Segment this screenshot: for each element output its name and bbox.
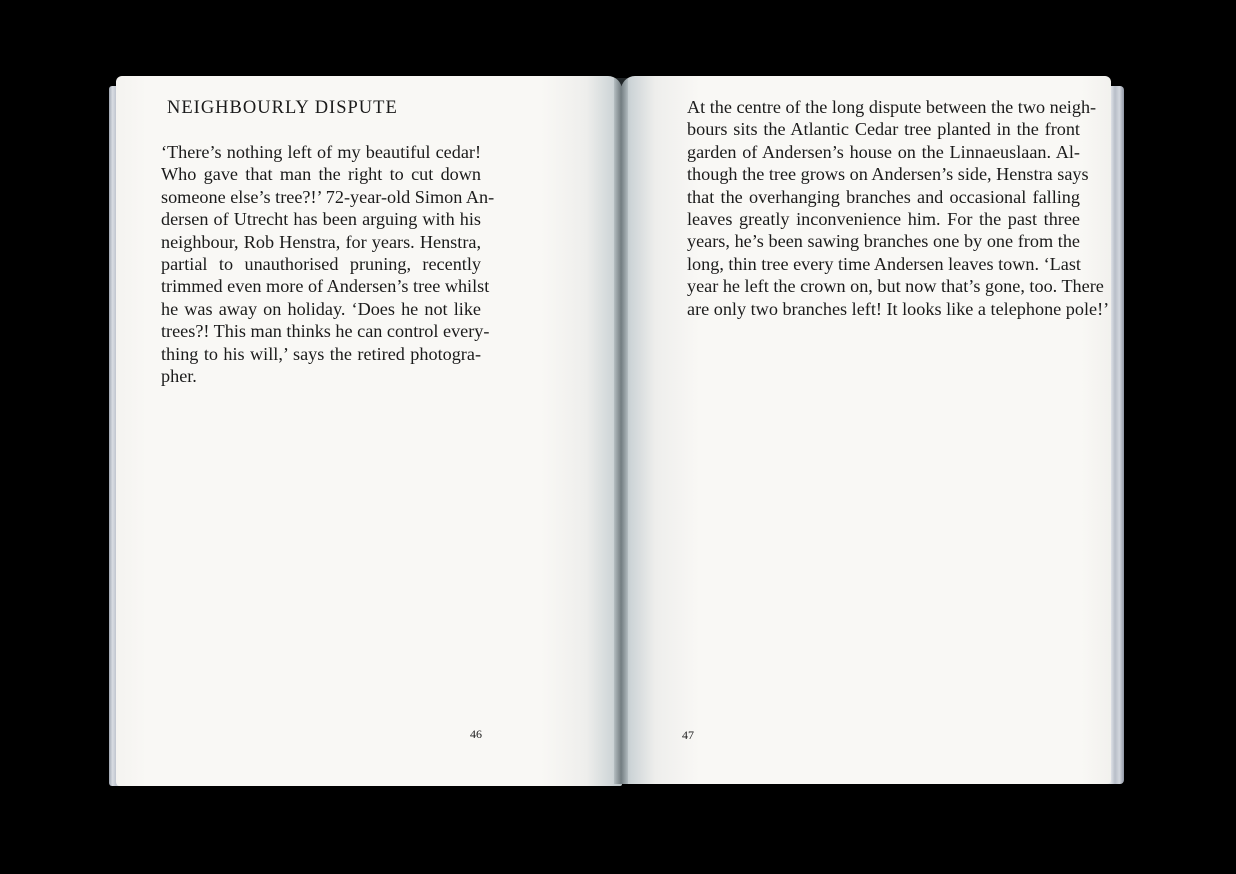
text-line: ‘There’s nothing left of my beautiful cedar! — [161, 142, 481, 162]
text-line: Who gave that man the right to cut down — [161, 164, 481, 185]
text-line: someone else’s tree?!’ 72-year-old Simon An- — [161, 186, 495, 207]
text-line: bours sits the Atlantic Cedar tree planted in the front — [687, 119, 1080, 140]
text-line: dersen of Utrecht has been arguing with his — [161, 209, 481, 230]
right-page — [621, 76, 1111, 784]
text-line: thing to his will,’ says the retired photogra- — [161, 343, 481, 364]
text-line: pher. — [161, 366, 197, 387]
text-line: At the centre of the long dispute between the two neigh- — [687, 97, 1097, 117]
text-line: leaves greatly inconvenience him. For the past three — [687, 209, 1080, 230]
left-page-body — [161, 141, 495, 387]
text-line: partial to unauthorised pruning, recently — [161, 254, 481, 275]
book-gutter — [614, 78, 628, 784]
text-line: trimmed even more of Andersen’s tree whilst — [161, 276, 490, 297]
left-page — [116, 76, 622, 786]
text-line: years, he’s been sawing branches one by one from the — [687, 231, 1080, 252]
text-line: neighbour, Rob Henstra, for years. Henstra, — [161, 231, 481, 252]
text-line: are only two branches left! It looks like a telephone pole!’ — [687, 298, 1110, 319]
page-number: 47 — [682, 728, 694, 742]
text-line: year he left the crown on, but now that’s gone, too. There — [687, 276, 1104, 297]
text-line: though the tree grows on Andersen’s side, Henstra says — [687, 164, 1089, 185]
page-number: 46 — [470, 727, 482, 741]
text-line: trees?! This man thinks he can control every- — [161, 321, 490, 342]
text-line: that the overhanging branches and occasional falling — [687, 186, 1080, 207]
text-line: he was away on holiday. ‘Does he not like — [161, 298, 481, 319]
chapter-heading: NEIGHBOURLY DISPUTE — [167, 98, 398, 118]
text-line: garden of Andersen’s house on the Linnaeuslaan. Al- — [687, 141, 1080, 162]
right-page-body — [687, 96, 1110, 320]
text-line: long, thin tree every time Andersen leaves town. ‘Last — [687, 253, 1081, 274]
